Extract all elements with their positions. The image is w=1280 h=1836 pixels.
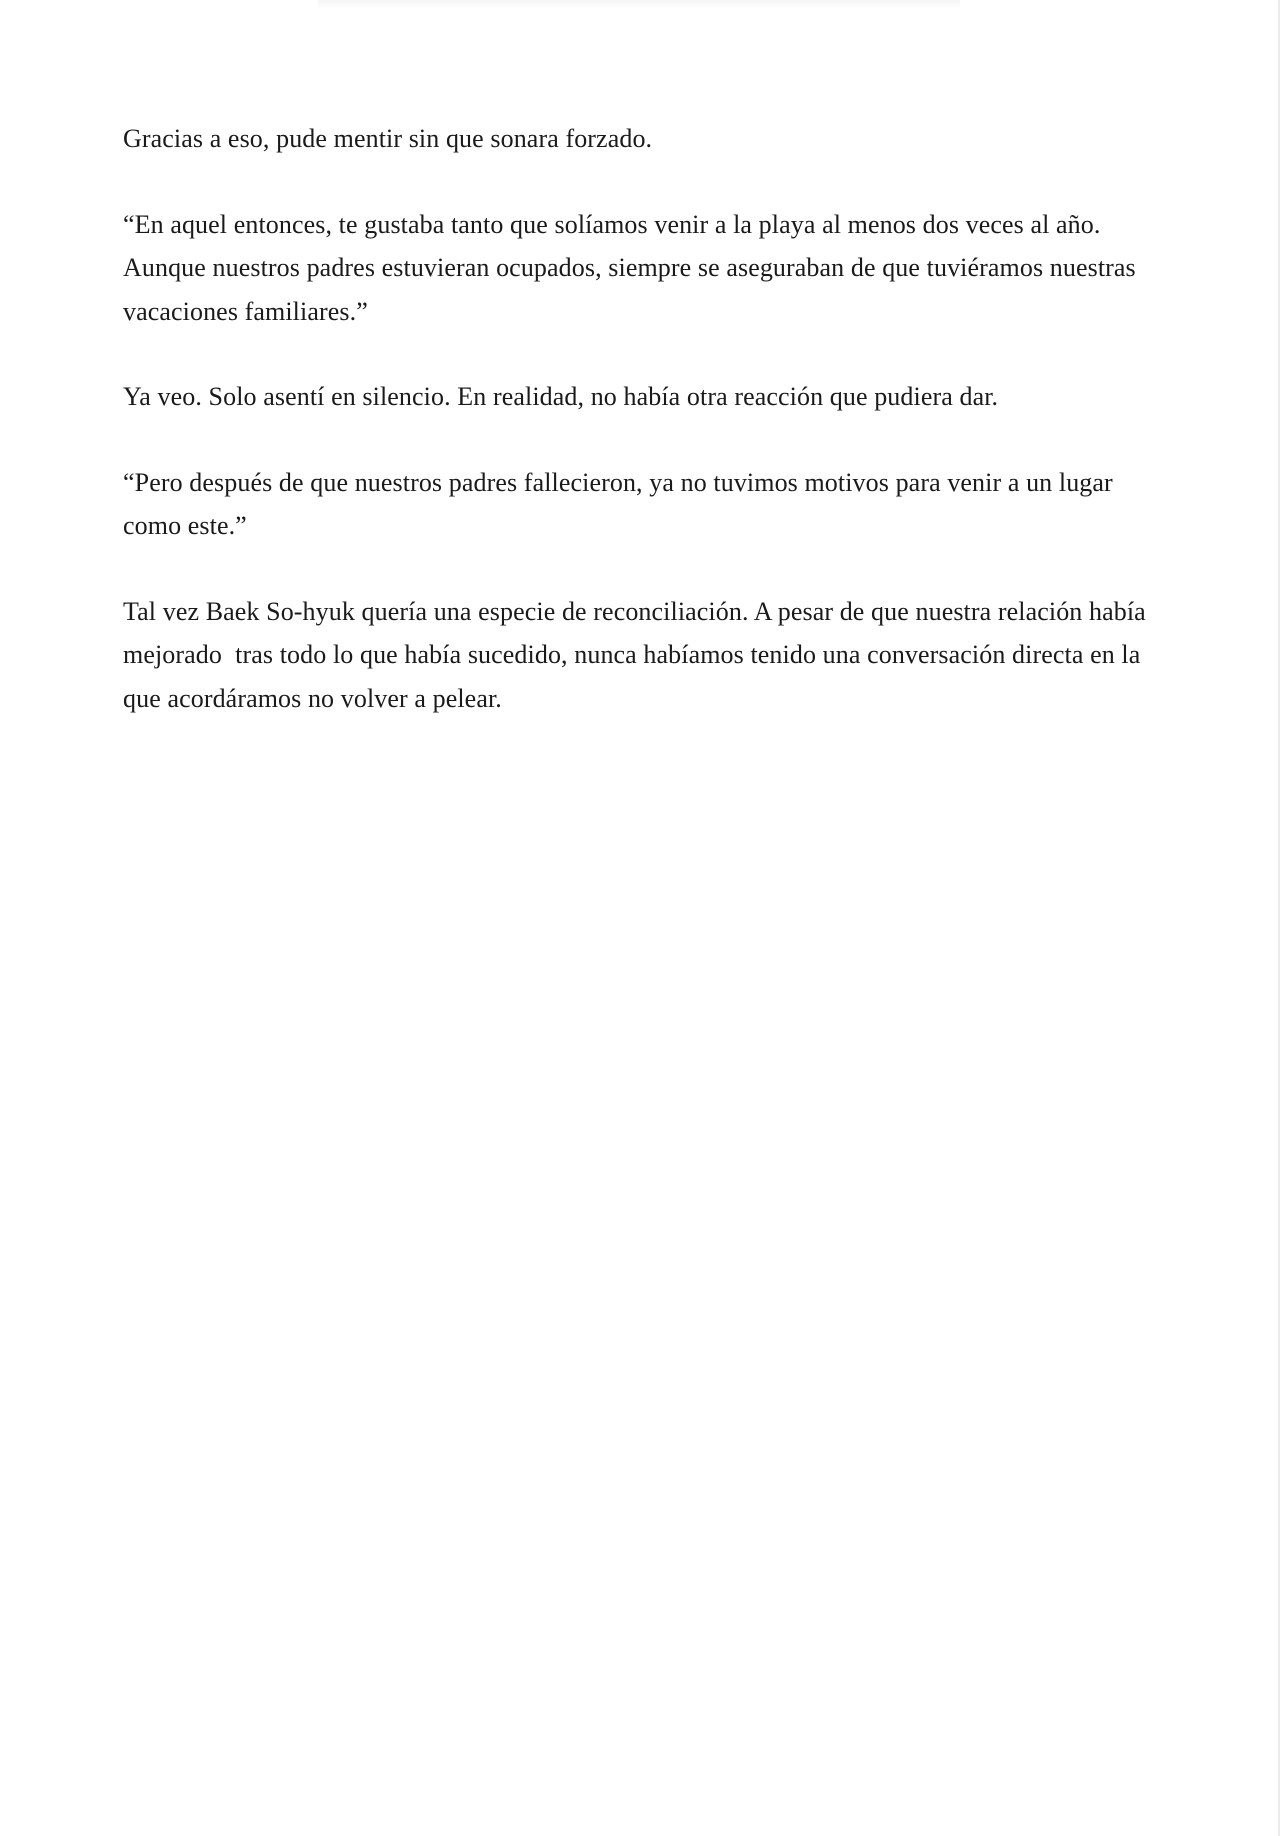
paragraph-4: “Pero después de que nuestros padres fallecieron, ya no tuvimos motivos para venir a un lugar como este.” [123,467,1120,540]
paragraph-2: “En aquel entonces, te gustaba tanto que solíamos venir a la playa al menos dos veces al año. Aunque nuestros padres estuvieran ocupados, siempre se aseguraban de que tuviéramos nuestras vacaciones familiares.” [123,209,1143,326]
paragraph-1: Gracias a eso, pude mentir sin que sonara forzado. [123,124,653,153]
document-page [123,117,1163,762]
paragraph-5: Tal vez Baek So-hyuk quería una especie de reconciliación. A pesar de que nuestra relación había mejorado tras todo lo que había sucedido, nunca habíamos tenido una conversación directa en la que acordáramos no volver a pelear. [123,596,1153,713]
top-shadow-divider [318,0,960,8]
paragraph-3: Ya veo. Solo asentí en silencio. En realidad, no había otra reacción que pudiera dar. [123,382,999,411]
